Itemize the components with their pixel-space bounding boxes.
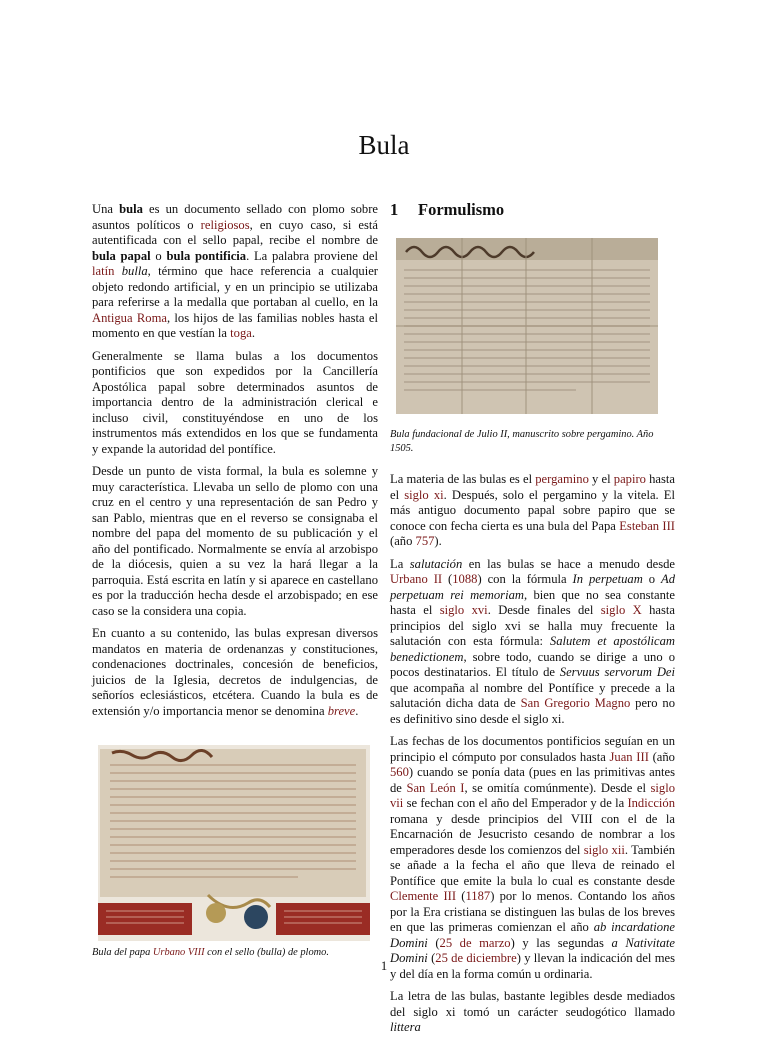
paragraph-content: [92, 626, 378, 719]
text-run: o: [642, 572, 662, 586]
text-run: . También se añade a la fecha el año que lleva de reinado el Pontífice que emite la bula lo cual es constante desde: [390, 842, 675, 888]
text-run: La: [390, 556, 410, 571]
text-run: Las fechas de los documentos pontificios seguían en un principio el cómputo por consulados hasta: [390, 734, 675, 764]
bull-urbano-viii-image: [98, 745, 384, 941]
text-run: , los hijos de las familias nobles hasta el momento en que vestían la: [92, 310, 378, 340]
text-run: ) y llevan la indicación del mes y del día en la forma común u ordinaria.: [390, 951, 675, 981]
text-run: Bula del papa: [92, 947, 153, 958]
right-column: [390, 200, 675, 1043]
text-run: ab incardatione Domini: [390, 920, 675, 950]
text-run: (: [456, 889, 466, 903]
section-heading: [390, 200, 675, 220]
link[interactable]: San León I: [406, 780, 465, 795]
section-number: 1: [390, 200, 399, 219]
text-run: . La palabra proviene del: [246, 248, 379, 263]
link[interactable]: 1187: [465, 889, 491, 903]
text-run: [114, 264, 121, 278]
intro-paragraph: [92, 202, 378, 342]
link[interactable]: 25 de diciembre: [435, 951, 517, 965]
text-run: que acompaña al nombre del Pontífice y precede a la salutación dicha data de: [390, 680, 675, 710]
text-run: (año: [648, 749, 675, 764]
text-run: La letra de las bulas, bastante legibles desde mediados del siglo xi tomó un carácter seudogótico llamado: [390, 989, 675, 1019]
link[interactable]: Urbano II: [390, 572, 443, 586]
link[interactable]: siglo xi: [404, 487, 444, 502]
link[interactable]: siglo xii: [583, 842, 625, 857]
text-run: hasta el: [390, 472, 675, 502]
paragraph-letters: [390, 989, 675, 1036]
link[interactable]: latín: [92, 264, 115, 278]
link[interactable]: Urbano VIII: [152, 947, 205, 958]
link[interactable]: Juan III: [609, 749, 649, 764]
page-title: Bula: [358, 130, 410, 161]
text-run: Bula fundacional de Julio II, manuscrito sobre pergamino. Año 1505.: [390, 429, 654, 454]
text-run: es un documento sellado con plomo sobre asuntos políticos o: [92, 202, 378, 232]
text-run: se fechan con el año del Emperador y de la: [403, 796, 628, 810]
text-run: (: [442, 572, 453, 586]
text-run: ).: [434, 534, 442, 548]
text-run: En cuanto a su contenido, las bulas expresan diversos mandatos en materia de ordenanzas y constituciones, condenaciones doctrinales, concesión de beneficios, juicios de la Iglesia, decretos de indulgencias, de señoríos eclesiásticos, etcétera. Cuando la bula es de extensión y/o importancia menor se denomina: [92, 626, 378, 718]
text-run: bula papal: [92, 248, 151, 263]
link[interactable]: toga: [230, 326, 252, 340]
text-run: pero no es definitivo sino desde el siglo xi.: [390, 696, 675, 726]
text-run: o: [150, 248, 167, 263]
text-run: Generalmente se llama bulas a los documentos pontificios que son expedidos por la Cancillería Apostólica papal sobre determinados asuntos de importancia dentro de la administración clerical e incluso civil, constituyéndose en uno de los instrumentos más extendidos en los que se fundamenta y expande la autoridad del pontífice.: [92, 348, 378, 456]
text-run: .: [355, 703, 359, 718]
text-run: Ad perpetuam rei memoriam: [390, 572, 676, 602]
link[interactable]: papiro: [613, 472, 646, 486]
left-column: [92, 202, 378, 960]
link[interactable]: Indicción: [627, 796, 675, 810]
text-run: In perpetuam: [572, 572, 643, 586]
text-run: (: [427, 935, 440, 950]
figure-caption-julio: [390, 428, 675, 455]
link[interactable]: San Gregorio Magno: [520, 696, 631, 710]
link[interactable]: 757: [415, 534, 435, 548]
figure-urbano-viii: [92, 745, 378, 960]
figure-caption-urbano: [92, 946, 378, 960]
link[interactable]: siglo xvi: [439, 603, 488, 617]
text-run: La materia de las bulas es el: [390, 472, 536, 486]
text-run: Servuus servorum Dei: [559, 665, 675, 679]
text-run: ) por lo menos. Contando los años por la Era cristiana se distinguen las bulas de los breves en que las primeras comienzan el año: [390, 889, 676, 934]
text-run: salutación: [409, 556, 463, 571]
text-run: , término que hace referencia a cualquier objeto redondo artificial, y en un principio se utilizaba para referirse a la medalla que portaban al cuello, en la: [92, 264, 378, 309]
text-run: ) y las segundas: [510, 935, 612, 950]
link[interactable]: 25 de marzo: [439, 935, 511, 950]
text-run: a Nativitate Domini: [390, 935, 675, 965]
link[interactable]: Antigua Roma: [92, 310, 167, 325]
text-run: Una: [92, 202, 120, 216]
link[interactable]: Clemente III: [390, 889, 457, 903]
text-run: , bien que no sea constante hasta el: [390, 587, 675, 617]
link[interactable]: pergamino: [535, 472, 589, 486]
page-number: 1: [380, 959, 388, 973]
link[interactable]: siglo X: [600, 603, 642, 617]
paragraph-salutation: [390, 557, 675, 728]
text-run: (: [427, 951, 436, 965]
paragraph-form: [92, 464, 378, 619]
text-run: en las bulas se hace a menudo desde: [462, 556, 676, 571]
text-run: hasta principios del siglo xvi se halla muy frecuente la salutación con esta fórmula:: [390, 603, 676, 648]
bull-julio-ii-image: [396, 238, 658, 414]
link[interactable]: siglo vii: [390, 780, 675, 810]
text-run: ) cuando se ponía data (pues en las primitivas antes de: [390, 765, 675, 795]
text-run: Desde un punto de vista formal, la bula es solemne y muy característica. Llevaba un sello de plomo con una cruz en el centro y una representación de san Pedro y san Pablo, mientras que en el reverso se consignaba el nombre del papa del momento de su publicación y el año del pontificado. Normalmente se envía al arzobispo de la diócesis, quien a su vez la hará llegar a la parroquia. Está escrita en latín y si aparece en castellano es por la traducción hecha desde el arzobispado; en ese caso se la considera una copia.: [92, 464, 378, 618]
text-run: bulla: [121, 264, 148, 278]
figure-julio-ii: [390, 238, 675, 455]
text-run: ) con la fórmula: [477, 572, 573, 586]
link[interactable]: breve: [327, 703, 356, 718]
text-run: romana y desde principios del VIII con el de la Encarnación de Jesucristo cesando de nombrar a los emperadores desde los comienzos del: [390, 811, 675, 857]
text-run: littera: [390, 1020, 421, 1034]
paragraph-definition: [92, 349, 378, 458]
link[interactable]: religiosos: [200, 217, 250, 232]
link[interactable]: 1088: [452, 572, 478, 586]
text-run: Salutem et apostólicam benedictionem: [390, 634, 675, 664]
text-run: .: [251, 326, 255, 340]
text-run: . Desde finales del: [487, 603, 601, 617]
text-run: , sobre todo, cuando se dirige a uno o pocos destinatarios. El título de: [390, 649, 675, 679]
link[interactable]: Esteban III: [619, 518, 675, 533]
text-run: con el sello (bulla) de plomo.: [204, 947, 329, 958]
text-run: , se omitía comúnmente). Desde el: [464, 780, 651, 795]
paragraph-dates: [390, 734, 675, 982]
text-run: (año: [390, 534, 416, 548]
text-run: bula pontificia: [166, 248, 247, 263]
text-run: , en cuyo caso, si está autentificada con el sello papal, recibe el nombre de: [92, 217, 378, 247]
text-run: . Después, solo el pergamino y la vitela. El más antiguo documento papal sobre papiro que se conoce con fecha cierta es una bula del Papa: [390, 487, 675, 533]
text-run: y el: [588, 472, 614, 486]
text-run: bula: [119, 202, 143, 216]
section-title: Formulismo: [418, 200, 505, 219]
link[interactable]: 560: [390, 765, 409, 779]
paragraph-material: [390, 472, 675, 550]
